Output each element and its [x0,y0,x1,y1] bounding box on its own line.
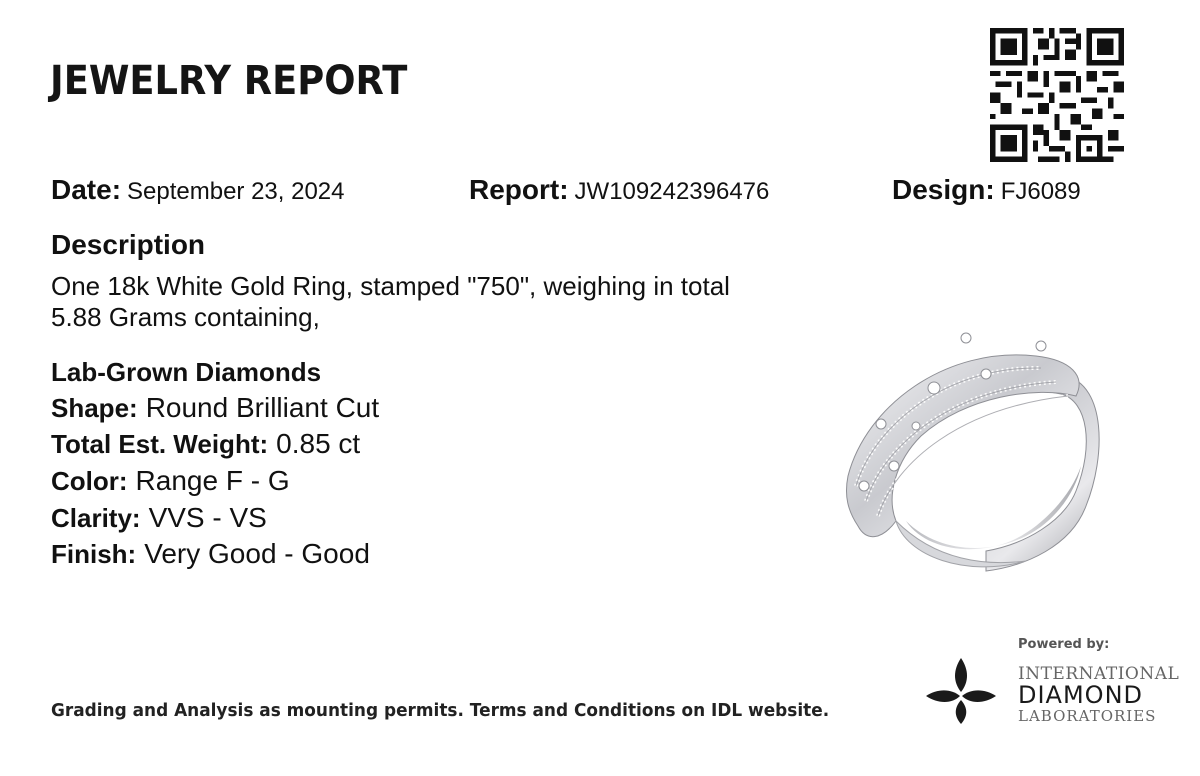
spec-row-clarity [51,502,267,534]
qr-code-icon [990,28,1124,162]
logo-text-diamond: DIAMOND [1018,681,1144,709]
report-title: JEWELRY REPORT [50,58,408,104]
spec-value: Range F - G [135,465,290,496]
date-label: Date: [51,174,122,205]
report-value: JW109242396476 [574,178,770,205]
spec-value: 0.85 ct [276,428,361,459]
spec-row-finish [51,538,370,570]
report-number-field [469,174,769,206]
logo-text-laboratories: LABORATORIES [1018,707,1157,725]
description-line-1: One 18k White Gold Ring, stamped "750", weighing in total [51,271,730,301]
report-label: Report: [469,174,569,205]
design-label: Design: [892,174,995,205]
design-value: FJ6089 [1000,178,1081,205]
idl-logo-icon [922,656,1000,726]
date-value: September 23, 2024 [127,178,345,205]
spec-value: VVS - VS [148,502,267,533]
description-line-2: 5.88 Grams containing, [51,302,320,332]
spec-label: Finish: [51,539,137,569]
spec-label: Shape: [51,393,138,423]
ring-photo [836,316,1116,586]
logo-text-international: INTERNATIONAL [1018,664,1180,684]
date-field [51,174,345,206]
diamonds-heading: Lab-Grown Diamonds [51,357,322,387]
spec-row-shape [51,392,379,424]
description-heading: Description [51,229,206,260]
footer-disclaimer: Grading and Analysis as mounting permits. Terms and Conditions on IDL website. [51,700,830,721]
spec-row-weight [51,428,360,460]
spec-label: Color: [51,466,128,496]
spec-row-color [51,465,290,497]
spec-label: Clarity: [51,503,141,533]
description-text [51,271,811,333]
spec-label: Total Est. Weight: [51,429,269,459]
design-field [892,174,1081,206]
spec-value: Very Good - Good [144,538,370,569]
spec-value: Round Brilliant Cut [145,392,380,423]
powered-by-label: Powered by: [1018,637,1110,652]
